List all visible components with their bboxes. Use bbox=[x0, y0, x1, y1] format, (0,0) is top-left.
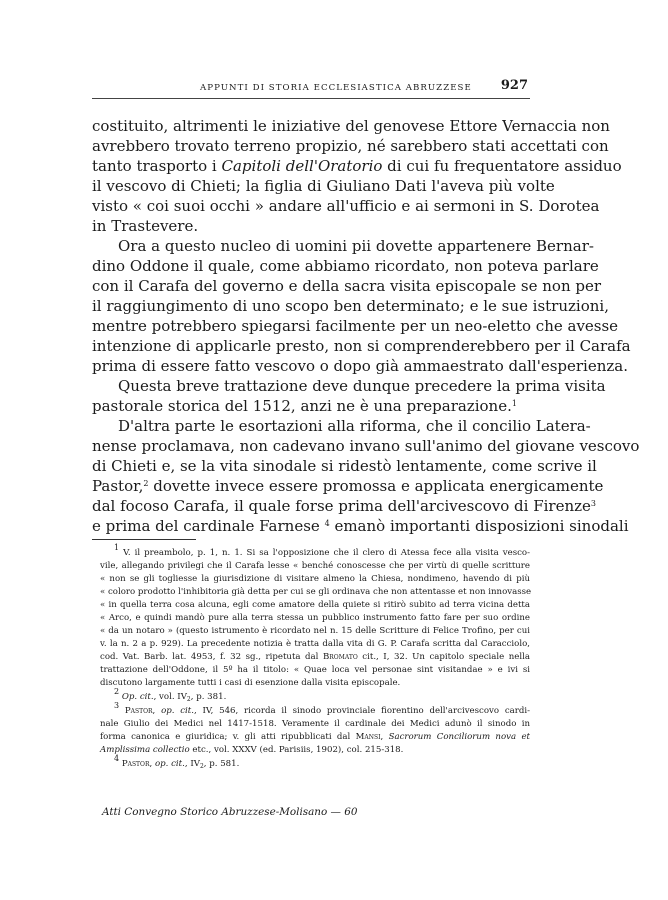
text-line: avrebbero trovato terreno propizio, né sarebbero stati accettati con bbox=[92, 137, 609, 155]
text-line: dal focoso Carafa, il quale forse prima dell'arcivescovo di Firenze$^3$ bbox=[92, 497, 597, 515]
text-line: Ora a questo nucleo di uomini pii dovette appartenere Bernar- bbox=[118, 237, 594, 255]
footnote-ref: 3 bbox=[590, 499, 597, 508]
text-line: prima di essere fatto vescovo o dopo già ammaestrato dall'esperienza. bbox=[92, 357, 628, 375]
footnote-line: vile, allegando privilegi che il Carafa lesse « benché conoscesse che per virtù di quelle scritture bbox=[100, 561, 530, 571]
running-title: APPUNTI DI STORIA ECCLESIASTICA ABRUZZESE bbox=[200, 83, 472, 93]
text-line: il vescovo di Chieti; la figlia di Giuliano Dati l'aveva più volte bbox=[92, 177, 555, 195]
footnote-line: trattazione dell'Oddone, il 5º ha il titolo: « Quae loca vel personae sint visitandae » e ivi si bbox=[100, 665, 530, 675]
footnote-mark: 2 bbox=[114, 687, 120, 696]
text-line: dino Oddone il quale, come abbiamo ricordato, non poteva parlare bbox=[92, 257, 599, 275]
footnote-line: $^1$ V. il preambolo, p. 1, n. 1. Si sa l'opposizione che il clero di Atessa fece alla visita vesco- bbox=[114, 543, 530, 558]
text-line: con il Carafa del governo e della sacra visita episcopale se non per bbox=[92, 277, 602, 295]
footnote-line: discutono largamente tutti i casi di esenzione dalla visita episcopale. bbox=[100, 678, 401, 688]
footnote-line: nale Giulio dei Medici nel 1417-1518. Veramente il cardinale dei Medici adunò il sinodo in bbox=[100, 719, 530, 729]
footnote-line: Amplissima collectio etc., vol. XXXV (ed. Parisiis, 1902), col. 215-318. bbox=[100, 745, 404, 755]
footnote-line: « in quella terra cosa alcuna, egli come amatore della quiete si ritirò subito ad terra vicina detta bbox=[100, 600, 530, 610]
footnote-line: « coloro prodotto l'inhibitoria già detta per cui se gli ordinava che non attentasse et non innovasse bbox=[100, 587, 532, 597]
footnote-ref: 2 bbox=[143, 479, 149, 488]
footnote-line: « non se gli togliesse la giurisdizione di visitare almeno la Chiesa, nondimeno, havendo di più bbox=[100, 574, 530, 584]
text-line: nense proclamava, non cadevano invano sull'animo del giovane vescovo bbox=[92, 437, 640, 455]
footnote-mark: 4 bbox=[114, 754, 120, 763]
footnote-mark: 3 bbox=[114, 701, 120, 710]
footnote-line: v. la n. 2 a p. 929). La precedente notizia è tratta dalla vita di G. P. Carafa scritta dal Caracciolo, bbox=[100, 639, 530, 649]
footnote-line: forma canonica e giuridica; v. gli atti ripubblicati dal Mansi, Sacrorum Conciliorum nova et bbox=[100, 732, 530, 742]
text-line: Pastor,$^2$ dovette invece essere promossa e applicata energicamente bbox=[92, 477, 604, 495]
text-line: di Chieti e, se la vita sinodale si ridestò lentamente, come scrive il bbox=[92, 457, 597, 475]
footnote-ref: 4 bbox=[324, 519, 330, 528]
text-line: mentre potrebbero spiegarsi facilmente per un neo-eletto che avesse bbox=[92, 317, 619, 335]
footnote-mark: 1 bbox=[114, 543, 120, 552]
page-footer: Atti Convegno Storico Abruzzese-Molisano — 60 bbox=[102, 806, 358, 818]
text-line: pastorale storica del 1512, anzi ne è una preparazione.$^1$ bbox=[92, 397, 517, 415]
text-line: in Trastevere. bbox=[92, 217, 199, 235]
footnote-line: cod. Vat. Barb. lat. 4953, f. 32 sg., ripetuta dal Bromato cit., I, 32. Un capitolo speciale nella bbox=[100, 652, 531, 662]
footnote-line: $^2$ Op. cit., vol. $IV_2$, p. 381. bbox=[114, 687, 227, 703]
page-header bbox=[92, 78, 530, 99]
main-text bbox=[92, 116, 640, 536]
text-line: tanto trasporto i Capitoli dell'Oratorio di cui fu frequentatore assiduo bbox=[92, 157, 622, 175]
text-line: intenzione di applicarle presto, non si comprenderebbero per il Carafa bbox=[92, 337, 631, 355]
footnotes bbox=[100, 543, 532, 771]
footnote-line: « da un notaro » (questo istrumento è ricordato nel n. 15 delle Scritture di Felice Trofino, per cui bbox=[100, 626, 530, 636]
footnote-line: $^4$ Pastor, op. cit., $IV_2$, p. 581. bbox=[114, 754, 240, 770]
text-line: e prima del cardinale Farnese $^4$ emanò importanti disposizioni sinodali bbox=[92, 517, 629, 535]
text-line: visto « coi suoi occhi » andare all'ufficio e ai sermoni in S. Dorotea bbox=[92, 197, 600, 215]
text-line: il raggiungimento di uno scopo ben determinato; e le sue istruzioni, bbox=[92, 297, 609, 315]
text-line: Questa breve trattazione deve dunque precedere la prima visita bbox=[118, 377, 606, 395]
text-line: costituito, altrimenti le iniziative del genovese Ettore Vernaccia non bbox=[92, 117, 610, 135]
italic-title: Capitoli dell'Oratorio bbox=[221, 157, 383, 175]
footnote-line: « Arco, e quindi mandò pure alla terra stessa un pubblico instrumento fatto fare per suo ordine bbox=[100, 613, 530, 623]
footnote-rule bbox=[92, 539, 196, 540]
footnote-ref: 1 bbox=[511, 399, 517, 408]
footnote-line: $^3$ Pastor, op. cit., IV, 546, ricorda il sinodo provinciale fiorentino dell'arcivescovo cardi- bbox=[114, 701, 531, 716]
page-number: 927 bbox=[500, 78, 528, 93]
text-line: D'altra parte le esortazioni alla riforma, che il concilio Latera- bbox=[118, 417, 591, 435]
